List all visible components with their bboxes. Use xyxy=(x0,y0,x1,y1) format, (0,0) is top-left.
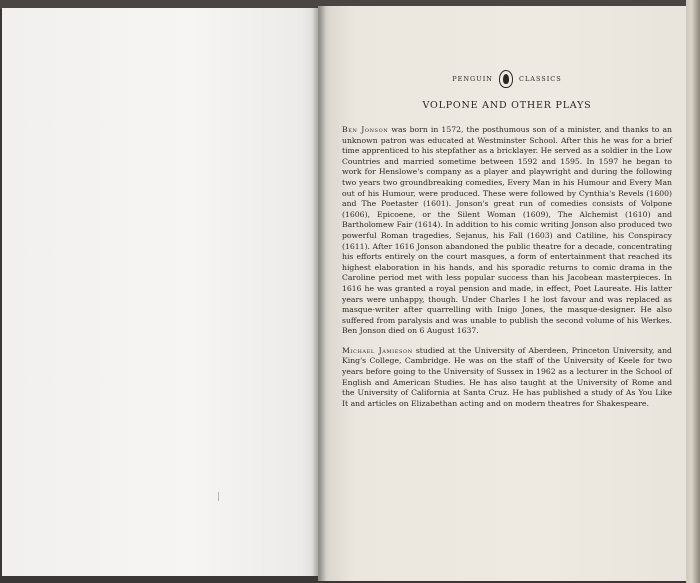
editor-bio-text: studied at the University of Aberdeen, Princeton University, and King's College, Cambridge. He was on the staff of the University of Keele for two years before going to the University of Sussex in 1962 as a lecturer in the School of English and American Studies. He has also taught at the University of Rome and the University of California at Santa Cruz. He has published a study of As You Like It and articles on Elizabethan acting and on modern theatres for Shakespeare. xyxy=(342,345,672,408)
author-name: Ben Jonson xyxy=(342,125,389,134)
author-bio-text: was born in 1572, the posthumous son of a minister, and thanks to an unknown patron was educated at Westminster School. After this he was for a brief time apprenticed to his stepfather as a bricklayer. He served as a soldier in the Low Countries and married sometime between 1592 and 1595. In 1597 he began to work for Henslowe's company as a player and playwright and during the following two years two groundbreaking comedies, Every Man in his Humour and Every Man out of his Humour, were produced. These were followed by Cynthia's Revels (1600) and The Poetaster (1601). Jonson's great run of comedies consists of Volpone (1606), Epicoene, or the Silent Woman (1609), The Alchemist (1610) and Bartholomew Fair (1614). In addition to his comic writing Jonson also produced two powerful Roman tragedies, Sejanus, his Fall (1603) and Catiline, his Conspiracy (1611). After 1616 Jonson abandoned the public theatre for a decade, concentrating his efforts entirely on the court masques, a form of entertainment that reached its highest elaboration in his hands, and his sporadic returns to comic drama in the Caroline period met with less popular success than his Jacobean masterpieces. In 1616 he was granted a royal pension and made, in effect, Poet Laureate. His latter years were unhappy, though. Under Charles I he lost favour and was replaced as masque-writer after quarrelling with Inigo Jones, the masque-designer. He also suffered from paralysis and was unable to publish the second volume of his Werkes. Ben Jonson died on 6 August 1637. xyxy=(342,125,672,336)
right-page-content xyxy=(342,70,672,409)
author-biography xyxy=(342,125,672,337)
page-mark xyxy=(218,492,219,501)
editor-biography xyxy=(342,346,672,410)
book-gutter-shadow xyxy=(312,6,326,583)
book-title: VOLPONE AND OTHER PLAYS xyxy=(422,100,592,111)
editor-name: Michael Jamieson xyxy=(342,345,413,355)
left-blank-page xyxy=(2,8,318,576)
series-logo xyxy=(342,70,672,88)
penguin-logo-icon xyxy=(499,70,513,88)
page-stack-edge xyxy=(686,0,700,583)
series-left-text: PENGUIN xyxy=(452,75,493,83)
series-right-text: CLASSICS xyxy=(518,75,562,83)
